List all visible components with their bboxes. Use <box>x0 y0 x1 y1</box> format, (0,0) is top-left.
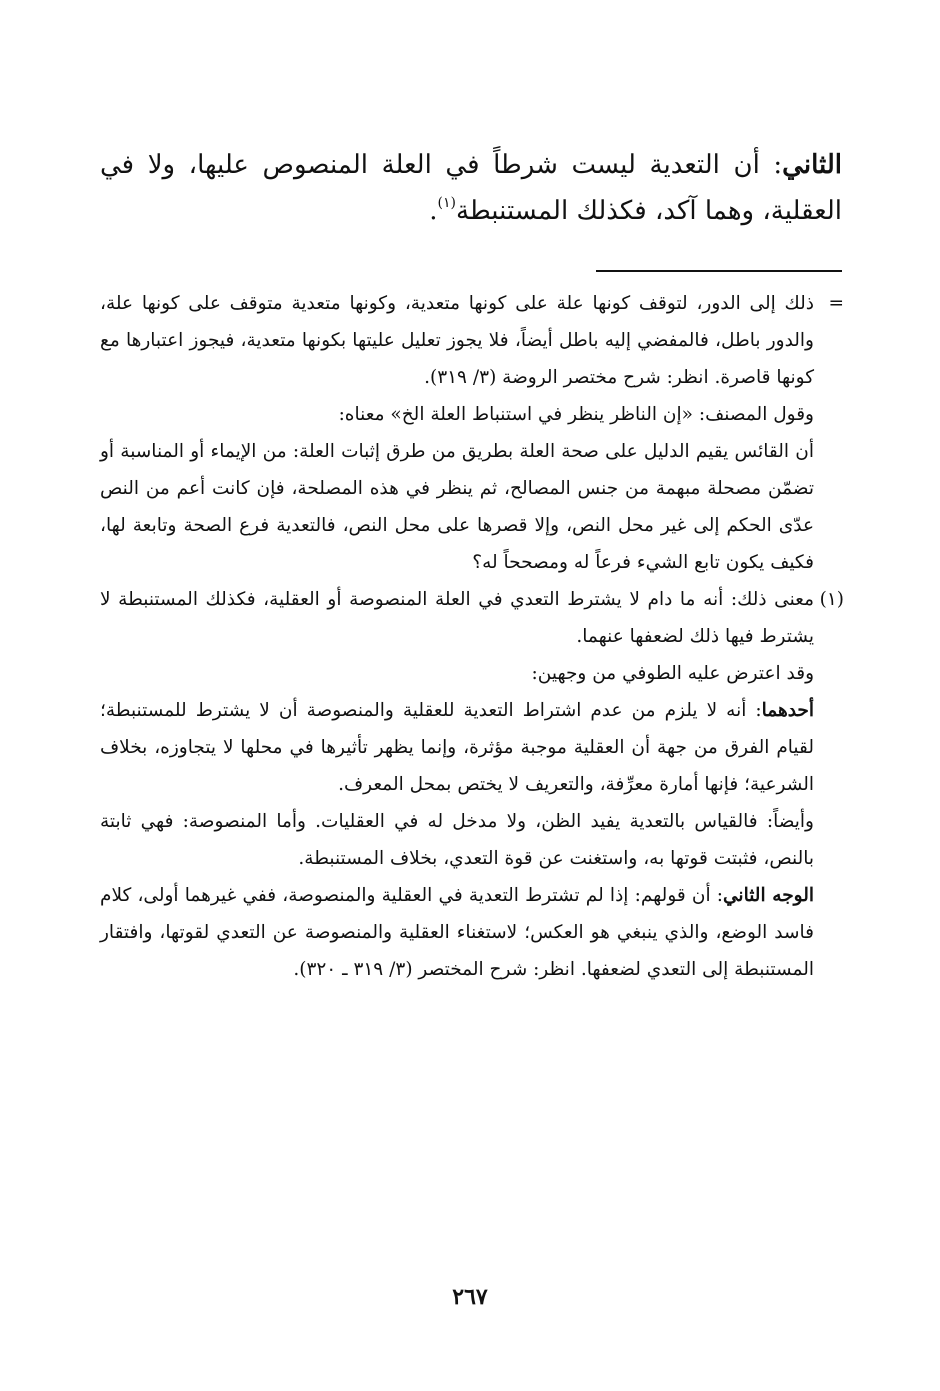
footnotes <box>100 285 842 988</box>
note-paragraph <box>100 396 842 433</box>
main-text <box>100 142 842 234</box>
note-paragraph-2: وقول المصنف: «إن الناظر ينظر في استنباط العلة الخ» معناه: <box>338 404 814 425</box>
note-paragraph-6: : أنه لا يلزم من عدم اشتراط التعدية للعقلية والمنصوصة أن لا يشترط للمستنبطة؛ لقيام الفرق من جهة أن العقلية موجبة مؤثرة، وإنما يظهر تأثيرها في محلها لا يتجاوزه، بخلاف الشرعية؛ فإنها أمارة معرِّفة، والتعريف لا يختص بمحل المعرف. <box>100 700 814 795</box>
note-paragraph <box>100 803 842 877</box>
footnote-1-number: (١) <box>819 589 844 610</box>
note-paragraph-6-lead: أحدهما <box>761 700 814 721</box>
note-paragraph-8-lead: الوجه الثاني <box>723 885 814 906</box>
note-paragraph <box>100 433 842 581</box>
main-body-text: : أن التعدية ليست شرطاً في العلة المنصوص عليها، ولا في العقلية، وهما آكد، فكذلك المستنبطة <box>100 150 842 226</box>
main-lead-word: الثاني <box>782 150 842 180</box>
note-paragraph-1: ذلك إلى الدور، لتوقف كونها علة على كونها متعدية، وكونها متعدية متوقف على كونها علة، والدور باطل، فالمفضي إليه باطل أيضاً، فلا يجوز تعليل عليتها بكونها متعدية، فيجوز اعتبارها مع كونها قاصرة. انظر: شرح مختصر الروضة (٣/ ٣١٩). <box>100 293 814 388</box>
note-paragraph-3: أن القائس يقيم الدليل على صحة العلة بطريق من طرق إثبات العلة: من الإيماء أو المناسبة أو تضمّن مصحلة مبهمة من جنس المصالح، ثم ينظر في هذه المصلحة، فإن كانت أعم من النص عدّى الحكم إلى غير محل النص، وإلا قصرها على محل النص، فالتعدية فرع الصحة وتابعة لها، فكيف يكون تابع الشيء فرعاً له ومصححاً له؟ <box>100 441 814 573</box>
main-end-punct: . <box>429 196 438 226</box>
continuation-mark: = <box>828 293 844 314</box>
note-paragraph-8: : أن قولهم: إذا لم تشترط التعدية في العقلية والمنصوصة، ففي غيرهما أولى، كلام فاسد الوضع، والذي ينبغي هو العكس؛ لاستغناء العقلية والمنصوصة عن التعدي لقوتها، وافتقار المستنبطة إلى التعدي لضعفها. انظر: شرح المختصر (٣/ ٣١٩ ـ ٣٢٠). <box>100 885 814 980</box>
footnote-continuation <box>100 285 842 396</box>
note-paragraph <box>100 877 842 988</box>
note-paragraph-7: وأيضاً: فالقياس بالتعدية يفيد الظن، ولا مدخل له في العقليات. وأما المنصوصة: فهي ثابتة بالنص، فثبتت قوتها به، واستغنت عن قوة التعدي، بخلاف المستنبطة. <box>100 811 814 869</box>
footnote-separator <box>596 270 842 272</box>
main-paragraph <box>100 142 842 234</box>
note-paragraph <box>100 692 842 803</box>
footnote-1-text: معنى ذلك: أنه ما دام لا يشترط التعدي في العلة المنصوصة أو العقلية، فكذلك المستنبطة لا يشترط فيها ذلك لضعفها عنهما. <box>100 589 814 647</box>
footnote-reference[interactable]: (١) <box>437 195 456 211</box>
note-paragraph-5: وقد اعترض عليه الطوفي من وجهين: <box>531 663 814 684</box>
footnote-1 <box>100 581 842 655</box>
note-paragraph <box>100 655 842 692</box>
page-number: ٢٦٧ <box>452 1284 488 1310</box>
